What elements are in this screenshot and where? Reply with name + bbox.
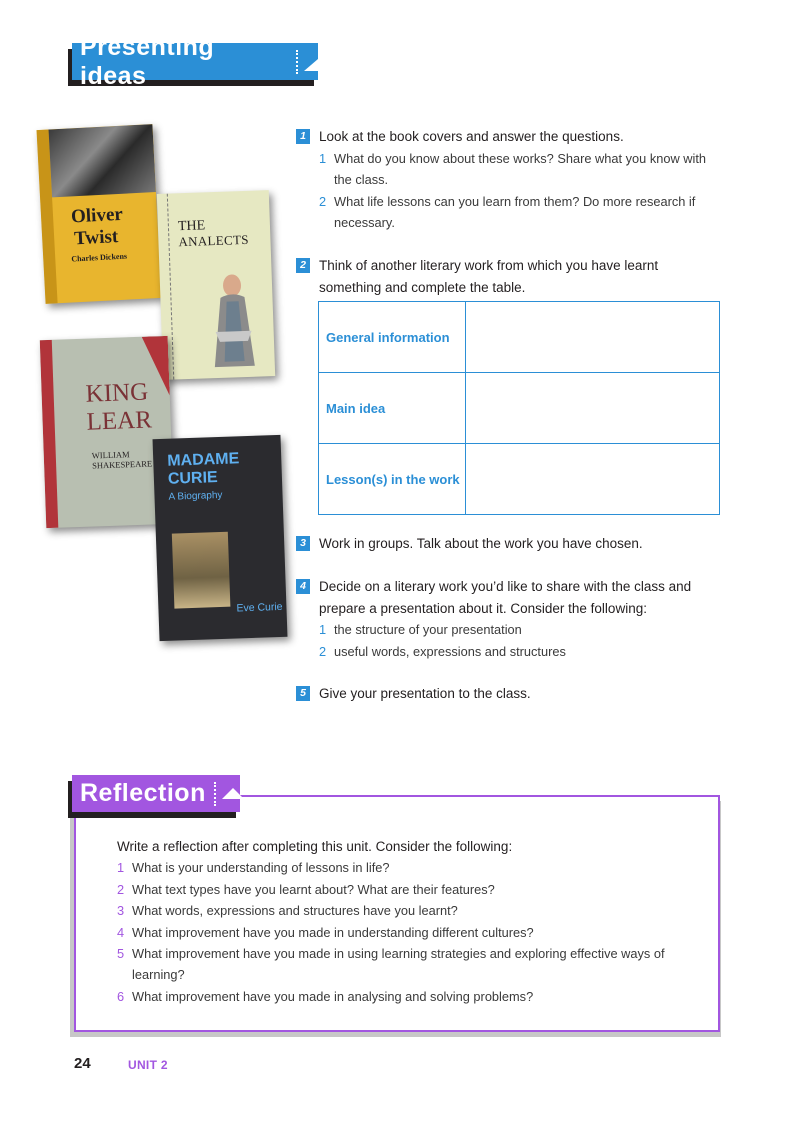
list-item-text: What improvement have you made in understanding different cultures? <box>132 924 534 940</box>
sub-item <box>319 148 736 191</box>
banner-divider <box>296 50 298 74</box>
task-5 <box>296 683 736 705</box>
oliver-author: Charles Dickens <box>71 251 128 264</box>
lear-title-1: KING <box>85 378 149 408</box>
confucius-figure-illustration <box>202 270 265 372</box>
table-row <box>319 444 720 515</box>
reflection-banner <box>72 775 240 812</box>
banner-divider <box>214 782 216 806</box>
sub-item <box>319 191 736 234</box>
lear-author-1: WILLIAM <box>91 449 130 461</box>
section-title: Presenting ideas <box>80 32 215 90</box>
presenting-ideas-banner <box>72 32 318 90</box>
list-item <box>117 879 707 900</box>
lear-spine <box>40 340 59 528</box>
list-item-number: 3 <box>117 903 125 919</box>
triangle-up-icon <box>222 788 244 799</box>
list-item-text: What improvement have you made in analysing and solving problems? <box>132 988 534 1004</box>
task-number-badge: 4 <box>296 579 310 594</box>
page-number: 24 <box>74 1055 91 1072</box>
reflection-list <box>117 836 707 1007</box>
literary-work-table <box>318 301 720 515</box>
list-item-text: What improvement have you made in using learning strategies and exploring effective ways of learning? <box>132 946 665 983</box>
analects-cover <box>157 190 275 380</box>
sub-item-number: 2 <box>319 643 327 659</box>
sub-item-text: useful words, expressions and structures <box>334 643 566 659</box>
triangle-icon <box>304 59 318 71</box>
sub-item <box>319 641 736 663</box>
task-text: Decide on a literary work you’d like to share with the class and prepare a presentation about it. Consider the following: <box>319 579 692 616</box>
task-3 <box>296 533 736 555</box>
task-text: Think of another literary work from which you have learnt something and complete the table. <box>319 258 659 295</box>
list-item-number: 4 <box>117 924 125 940</box>
curie-author: Eve Curie <box>236 600 283 615</box>
list-item <box>117 922 707 943</box>
list-item-number: 5 <box>117 946 125 962</box>
sub-item-text: What life lessons can you learn from them? Do more research if necessary. <box>334 193 696 230</box>
madame-curie-cover <box>153 435 288 641</box>
oliver-twist-cover <box>37 124 162 304</box>
sub-item-text: the structure of your presentation <box>334 622 522 637</box>
curie-portrait <box>172 532 231 609</box>
task-number-badge: 3 <box>296 536 310 551</box>
unit-label: UNIT 2 <box>128 1058 168 1072</box>
task-text: Work in groups. Talk about the work you have chosen. <box>319 536 643 551</box>
list-item-number: 2 <box>117 881 125 897</box>
analects-title-1: THE <box>177 218 206 235</box>
oliver-photo <box>49 124 156 197</box>
task-text: Look at the book covers and answer the questions. <box>319 129 624 144</box>
lear-author-2: SHAKESPEARE <box>91 458 153 471</box>
curie-title-1: MADAME <box>166 450 240 470</box>
task-4 <box>296 576 736 662</box>
section-title: Reflection <box>80 779 206 807</box>
list-item <box>117 857 707 878</box>
list-item <box>117 900 707 921</box>
sub-item-number: 1 <box>319 150 327 166</box>
list-item-number: 6 <box>117 988 125 1004</box>
list-item <box>117 986 707 1007</box>
list-item-text: What text types have you learnt about? What are their features? <box>132 881 495 897</box>
analects-title-2: ANALECTS <box>178 231 249 250</box>
sub-item <box>319 619 736 641</box>
task-text: Give your presentation to the class. <box>319 686 531 701</box>
table-row-label: General information <box>319 302 466 373</box>
oliver-title-2: Twist <box>73 226 119 250</box>
sub-item-number: 2 <box>319 193 327 209</box>
sub-item-number: 1 <box>319 622 327 637</box>
task-number-badge: 2 <box>296 258 310 273</box>
table-row <box>319 373 720 444</box>
list-item-text: What words, expressions and structures have you learnt? <box>132 903 458 919</box>
curie-subtitle: A Biography <box>168 489 223 503</box>
table-answer-cell[interactable] <box>466 302 720 373</box>
oliver-title-1: Oliver <box>70 203 124 228</box>
task-2 <box>296 255 736 298</box>
lear-title-2: LEAR <box>86 406 153 436</box>
task-number-badge: 1 <box>296 129 310 144</box>
list-item-text: What is your understanding of lessons in life? <box>132 860 390 876</box>
sub-item-text: What do you know about these works? Share what you know with the class. <box>334 150 707 187</box>
table-row-label: Lesson(s) in the work <box>319 444 466 515</box>
table-row-label: Main idea <box>319 373 466 444</box>
curie-title-2: CURIE <box>167 469 218 488</box>
task-number-badge: 5 <box>296 686 310 701</box>
task-1 <box>296 126 736 234</box>
reflection-intro: Write a reflection after completing this unit. Consider the following: <box>117 839 513 854</box>
table-row <box>319 302 720 373</box>
list-item-number: 1 <box>117 860 125 876</box>
table-answer-cell[interactable] <box>466 373 720 444</box>
table-answer-cell[interactable] <box>466 444 720 515</box>
list-item <box>117 943 707 986</box>
